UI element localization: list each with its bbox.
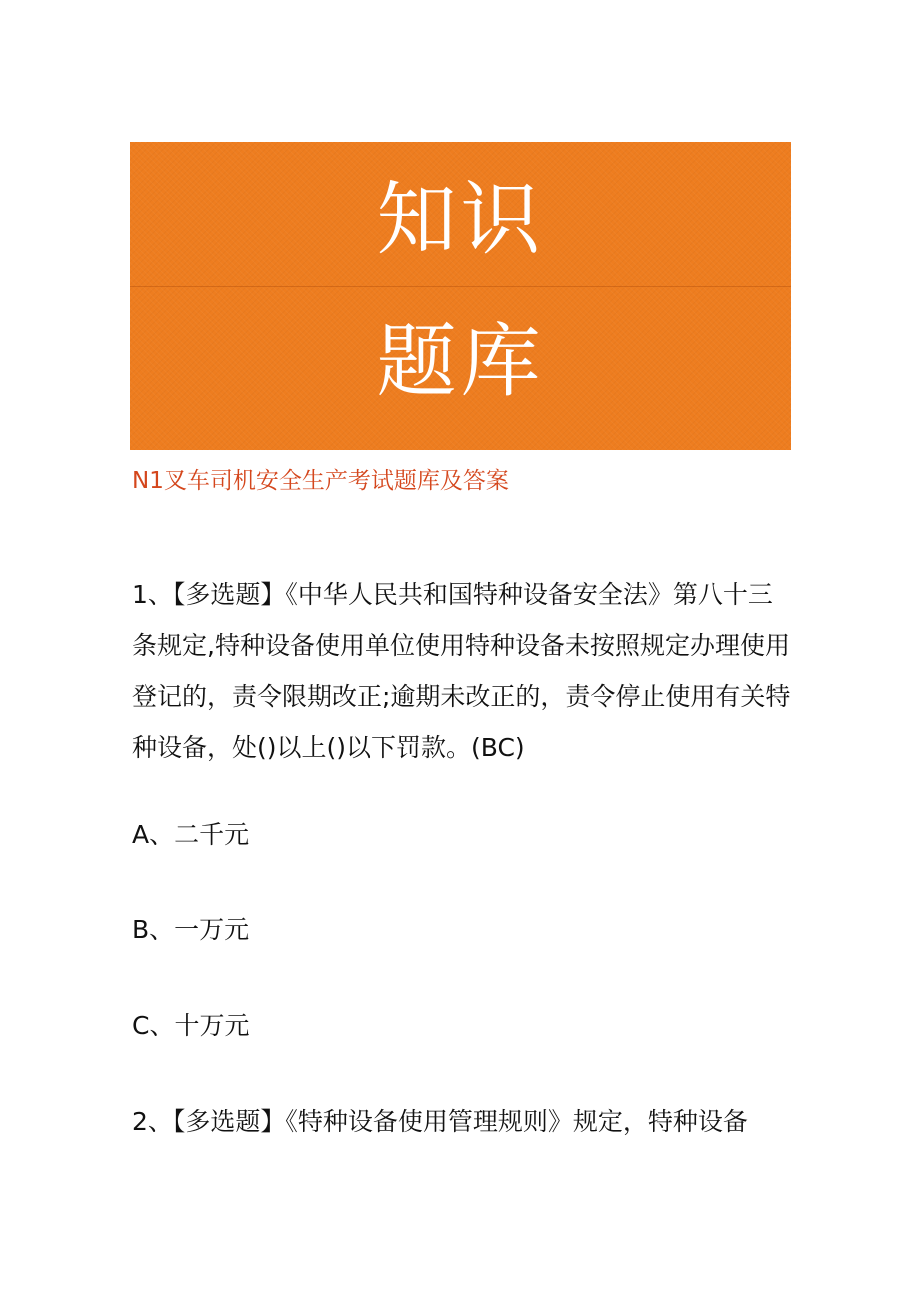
question-1-option-c: C、十万元 (132, 1011, 250, 1040)
question-1-line-1: 1、【多选题】《中华人民共和国特种设备安全法》第八十三 (132, 580, 773, 609)
question-1-line-2: 条规定,特种设备使用单位使用特种设备未按照规定办理使用 (132, 631, 790, 660)
banner-divider (130, 286, 791, 287)
banner-text-line-1: 知识 (376, 173, 545, 266)
banner-text-line-2: 题库 (376, 315, 545, 408)
question-2 (132, 1096, 792, 1147)
question-1-line-4: 种设备，处()以上()以下罚款。(BC) (132, 733, 525, 762)
question-1-option-b: B、一万元 (132, 915, 250, 944)
question-2-line-1: 2、【多选题】《特种设备使用管理规则》规定，特种设备 (132, 1107, 748, 1136)
question-1 (132, 569, 792, 773)
title-banner (130, 142, 791, 450)
question-1-option-a: A、二千元 (132, 820, 250, 849)
question-1-line-3: 登记的，责令限期改正;逾期未改正的，责令停止使用有关特 (132, 682, 791, 711)
document-title: N1叉车司机安全生产考试题库及答案 (132, 468, 509, 494)
